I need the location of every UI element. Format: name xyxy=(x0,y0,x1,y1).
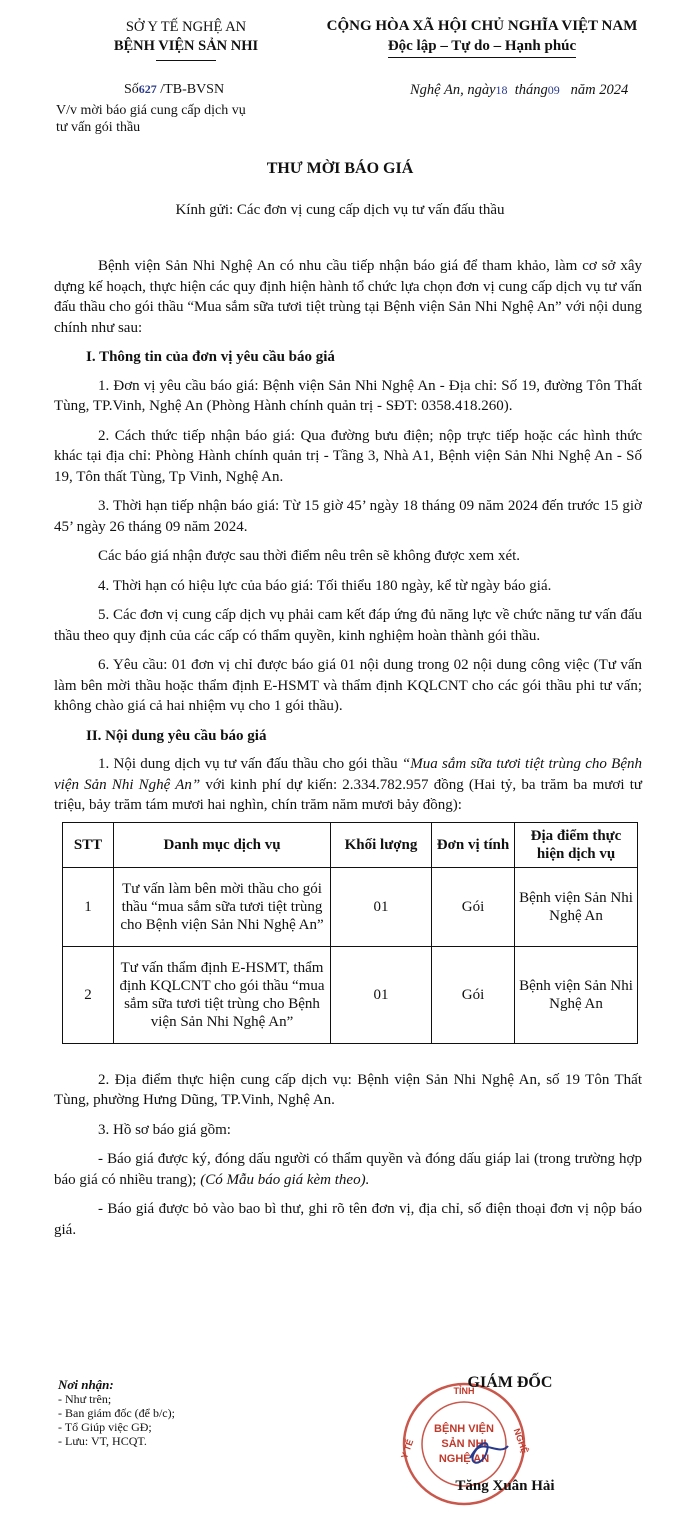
col-header: Địa điểm thực hiện dịch vụ xyxy=(515,822,638,867)
stamp-left-text: Y TẾ xyxy=(399,1437,416,1461)
table-cell: Gói xyxy=(432,946,515,1043)
issuer-department: SỞ Y TẾ NGHỆ AN xyxy=(125,19,247,35)
table-cell: Tư vấn làm bên mời thầu cho gói thầu “mua sắm sữa tươi tiệt trùng cho Bệnh viện Sản Nhi Nghệ An” xyxy=(114,867,331,946)
item-3a-note: (Có Mẫu báo giá kèm theo). xyxy=(200,1171,370,1188)
table-cell: Tư vấn thẩm định E-HSMT, thẩm định KQLCNT cho gói thầu “mua sắm sữa tươi tiệt trùng cho Bệnh viện Sản Nhi Nghệ An” xyxy=(114,946,331,1043)
number-value: 627 xyxy=(138,82,157,96)
table-cell: 2 xyxy=(63,946,114,1043)
stamp-line-2: SẢN NHI xyxy=(441,1438,487,1450)
col-header: Khối lượng xyxy=(331,822,432,867)
national-header xyxy=(290,16,674,58)
table-cell: Bệnh viện Sản Nhi Nghệ An xyxy=(515,946,638,1043)
stamp-line-3: NGHỆ AN xyxy=(438,1453,490,1465)
section-1-item-5: 5. Các đơn vị cung cấp dịch vụ phải cam kết đáp ứng đủ năng lực về chức năng tư vấn đấu thầu theo quy định của các cấp có thẩm quyền, kinh nghiệm hoàn thành gói thầu. xyxy=(54,607,642,644)
item-3a-text: - Báo giá được ký, đóng dấu người có thẩm quyền và đóng dấu giáp lai (trong trường hợp báo giá có nhiều trang); xyxy=(54,1151,642,1188)
item-1-text: 1. Nội dung dịch vụ tư vấn đấu thầu cho gói thầu xyxy=(98,756,402,772)
section-1-item-1: 1. Đơn vị yêu cầu báo giá: Bệnh viện Sản Nhi Nghệ An - Địa chỉ: Số 19, đường Tôn Thất Tùng, TP.Vinh, Nghệ An (Phòng Hành chính quản trị - SĐT: 0358.418.260). xyxy=(54,377,642,414)
date-month: 09 xyxy=(547,83,560,97)
section-2-item-3b: - Báo giá được bỏ vào bao bì thư, ghi rõ tên đơn vị, địa chỉ, số điện thoại đơn vị nộp báo giá. xyxy=(54,1201,642,1238)
col-header: Danh mục dịch vụ xyxy=(114,822,331,867)
recipients-block xyxy=(58,1378,298,1448)
section-2-item-3a xyxy=(54,1149,642,1190)
section-1-item-3: 3. Thời hạn tiếp nhận báo giá: Từ 15 giờ 45’ ngày 18 tháng 09 năm 2024 đến trước 15 giờ 45’ ngày 26 tháng 09 năm 2024. xyxy=(54,498,642,535)
col-header: STT xyxy=(63,822,114,867)
number-code: /TB-BVSN xyxy=(160,82,225,97)
table-cell: 01 xyxy=(331,867,432,946)
table-cell: Gói xyxy=(432,867,515,946)
col-header: Đơn vị tính xyxy=(432,822,515,867)
date-place: Nghệ An, ngày xyxy=(410,82,496,98)
section-1-item-3-note: Các báo giá nhận được sau thời điểm nêu trên sẽ không được xem xét. xyxy=(98,548,521,564)
date-month-label: tháng xyxy=(514,82,548,98)
table-cell: 01 xyxy=(331,946,432,1043)
subject-line-2: tư vấn gói thầu xyxy=(56,120,141,135)
recipient-item: - Tổ Giúp việc GĐ; xyxy=(58,1420,152,1434)
recipients-heading: Nơi nhận: xyxy=(58,1377,114,1392)
signer-position: GIÁM ĐỐC xyxy=(467,1374,553,1391)
table-cell: 1 xyxy=(63,867,114,946)
table-cell: Bệnh viện Sản Nhi Nghệ An xyxy=(515,867,638,946)
section-2-item-1 xyxy=(54,754,642,816)
section-1-item-4: 4. Thời hạn có hiệu lực của báo giá: Tối thiểu 180 ngày, kể từ ngày báo giá. xyxy=(98,577,552,594)
subject-line-1: V/v mời báo giá cung cấp dịch vụ xyxy=(56,103,246,118)
recipient-item: - Lưu: VT, HCQT. xyxy=(58,1434,147,1448)
section-1-item-6: 6. Yêu cầu: 01 đơn vị chỉ được báo giá 01 nội dung trong 02 nội dung công việc (Tư vấn làm bên mời thầu hoặc thẩm định E-HSMT và thẩm định KQLCNT cho các gói thầu phi tư vấn; không chào giá cả hai nhiệm vụ cho 1 gói thầu). xyxy=(54,657,642,714)
recipient-item: - Như trên; xyxy=(58,1392,112,1406)
issuer-hospital: BỆNH VIỆN SẢN NHI xyxy=(113,38,259,54)
stamp-right-text: NGHỆ xyxy=(511,1427,530,1455)
section-2-heading: II. Nội dung yêu cầu báo giá xyxy=(86,727,267,744)
nation-name: CỘNG HÒA XÃ HỘI CHỦ NGHĨA VIỆT NAM xyxy=(326,18,638,34)
document-title: THƯ MỜI BÁO GIÁ xyxy=(266,160,414,177)
section-1-heading: I. Thông tin của đơn vị yêu cầu báo giá xyxy=(86,349,335,365)
section-1-item-2: 2. Cách thức tiếp nhận báo giá: Qua đường bưu điện; nộp trực tiếp hoặc các hình thức khác tại địa chỉ: Phòng Hành chính quản trị - Tầng 3, Nhà A1, Bệnh viện Sản Nhi Nghệ An - Số 19, Tôn thất Tùng, Tp Vinh, Nghệ An. xyxy=(54,427,642,485)
recipient-item: - Ban giám đốc (để b/c); xyxy=(58,1406,175,1420)
issuer-underline xyxy=(156,60,216,61)
table-row xyxy=(63,946,638,1043)
table-header-row xyxy=(63,822,638,867)
date-year: năm 2024 xyxy=(570,82,629,98)
greeting: Kính gửi: Các đơn vị cung cấp dịch vụ tư vấn đấu thầu xyxy=(175,202,505,218)
number-prefix: Số xyxy=(124,82,139,97)
signer-name: Tăng Xuân Hải xyxy=(455,1478,555,1494)
stamp-line-1: BỆNH VIỆN xyxy=(434,1423,494,1435)
national-motto: Độc lập – Tự do – Hạnh phúc xyxy=(388,36,576,58)
issuer-block xyxy=(76,18,296,61)
document-subject xyxy=(56,102,316,136)
document-body xyxy=(54,256,642,1249)
section-2-item-3: 3. Hồ sơ báo giá gồm: xyxy=(98,1121,231,1138)
item-1-budget: với kinh phí dự kiến: 2.334.782.957 đồng (Hai tỷ, ba trăm ba mươi tư triệu, bảy trăm tám mươi hai nghìn, chín trăm năm mươi bảy đồng): xyxy=(54,776,642,813)
package-name: “Mua sắm sữa tươi tiệt trùng cho Bệnh viện Sản Nhi Nghệ An” xyxy=(54,756,642,793)
document-number xyxy=(124,82,224,98)
intro-paragraph: Bệnh viện Sản Nhi Nghệ An có nhu cầu tiếp nhận báo giá để tham khảo, làm cơ sở xây dựng kế hoạch, thực hiện các quy định hiện hành tổ chức lựa chọn đơn vị cung cấp dịch vụ tư vấn đấu thầu cho gói thầu “Mua sắm sữa tươi tiệt trùng tại Bệnh viện Sản Nhi Nghệ An” với nội dung chính như sau: xyxy=(54,258,642,336)
table-row xyxy=(63,867,638,946)
services-table xyxy=(62,822,638,1044)
issue-date xyxy=(410,82,628,99)
section-2-item-2: 2. Địa điểm thực hiện cung cấp dịch vụ: Bệnh viện Sản Nhi Nghệ An, số 19 Tôn Thất Tùng, phường Hưng Dũng, TP.Vinh, Nghệ An. xyxy=(54,1071,642,1108)
stamp-top-text: TỈNH xyxy=(453,1386,475,1396)
date-day: 18 xyxy=(495,83,508,97)
